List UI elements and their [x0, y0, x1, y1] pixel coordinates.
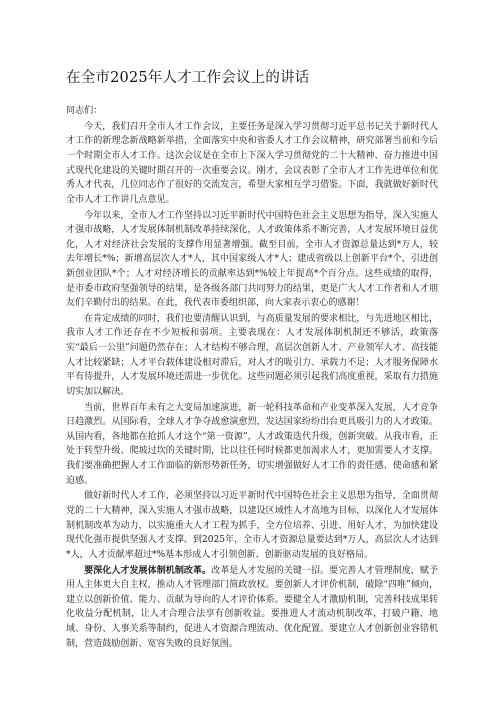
paragraph-5: 做好新时代人才工作，必须坚持以习近平新时代中国特色社会主义思想为指导，全面贯彻党的二十大精神，深入实施人才强市战略，以建设区域性人才高地为目标，以深化人才发展体制机制改革为动力，以实施重大人才工程为抓手，全方位培养、引进、用好人才，为加快建设现代化强市提供坚强人才支撑。到2025年，全市人才资源总量要达到*万人，高层次人才达到*人，人才贡献率超过*%基本形成人才引领创新、创新驱动发展的良好格局。: [66, 491, 438, 560]
paragraph-2: 今年以来，全市人才工作坚持以习近平新时代中国特色社会主义思想为指导，深入实施人才强市战略，人才发展体制机制改革持续深化，人才政策体系不断完善，人才发展环境日益优化，人才对经济社会发展的支撑作用显著增强。截至目前，全市人才资源总量达到*万人，较去年增长*%；新增高层次人才*人，其中国家级人才*人；建成省级以上创新平台*个，引进创新创业团队*个；人才对经济增长的贡献率达到*%较上年提高*个百分点。这些成绩的取得，是市委市政府坚强领导的结果，是各级各部门共同努力的结果，更是广大人才工作者和人才朋友们辛勤付出的结果。在此，我代表市委组织部，向大家表示衷心的感谢！: [66, 210, 438, 309]
paragraph-4: 当前，世界百年未有之大变局加速演进，新一轮科技革命和产业变革深入发展，人才竞争日趋激烈。从国际看，全球人才争夺战愈演愈烈，发达国家纷纷出台更具吸引力的人才政策。从国内看，各地都在抢抓人才这个“第一资源”，人才政策迭代升级，创新突破。从我市看，正处于转型升级、爬坡过坎的关键时期，比以往任何时候都更加渴求人才，更加需要人才支撑。我们要准确把握人才工作面临的新形势新任务，切实增强做好人才工作的责任感、使命感和紧迫感。: [66, 402, 438, 486]
salutation: 同志们：: [66, 106, 103, 116]
paragraph-3: 在肯定成绩的同时，我们也要清醒认识到，与高质量发展的要求相比，与先进地区相比，我市人才工作还存在不少短板和弱项。主要表现在：人才发展体制机制还不够活，政策落实“最后一公里”问题仍然存在；人才结构不够合理，高层次创新人才、产业领军人才、高技能人才比较紧缺；人才平台载体建设相对滞后，对人才的吸引力、承载力不足；人才服务保障水平有待提升，人才发展环境还需进一步优化。这些问题必须引起我们高度重视，采取有力措施切实加以解决。: [66, 313, 438, 397]
paragraph-1: 今天，我们召开全市人才工作会议，主要任务是深入学习贯彻习近平总书记关于新时代人才工作的新理念新战略新举措，全面落实中央和省委人才工作会议精神，研究部署当前和今后一个时期全市人才工作。这次会议是在全市上下深入学习贯彻党的二十大精神、奋力推进中国式现代化建设的关键时期召开的一次重要会议。刚才，会议表彰了全市人才工作先进单位和优秀人才代表，几位同志作了很好的交流发言，希望大家相互学习借鉴。下面，我就做好新时代全市人才工作讲几点意见。: [66, 121, 438, 205]
paragraph-6-lead: 要深化人才发展体制机制改革。: [84, 565, 212, 576]
document-title: 在全市2025年人才工作会议上的讲话: [66, 70, 310, 86]
document-body: [66, 104, 438, 651]
paragraph-6-text: 改革是人才发展的关键一招。要完善人才管理制度，赋予用人主体更大自主权，推动人才管理部门简政放权。要创新人才评价机制，破除“四唯”倾向，建立以创新价值、能力、贡献为导向的人才评价体系。要健全人才激励机制，完善科技成果转化收益分配机制，让人才合理合法享有创新收益。要推进人才流动机制改革，打破户籍、地域、身份、人事关系等制约，促进人才资源合理流动、优化配置。要建立人才创新创业容错机制，营造鼓励创新、宽容失败的良好氛围。: [66, 565, 439, 649]
paragraph-6: [66, 564, 438, 652]
